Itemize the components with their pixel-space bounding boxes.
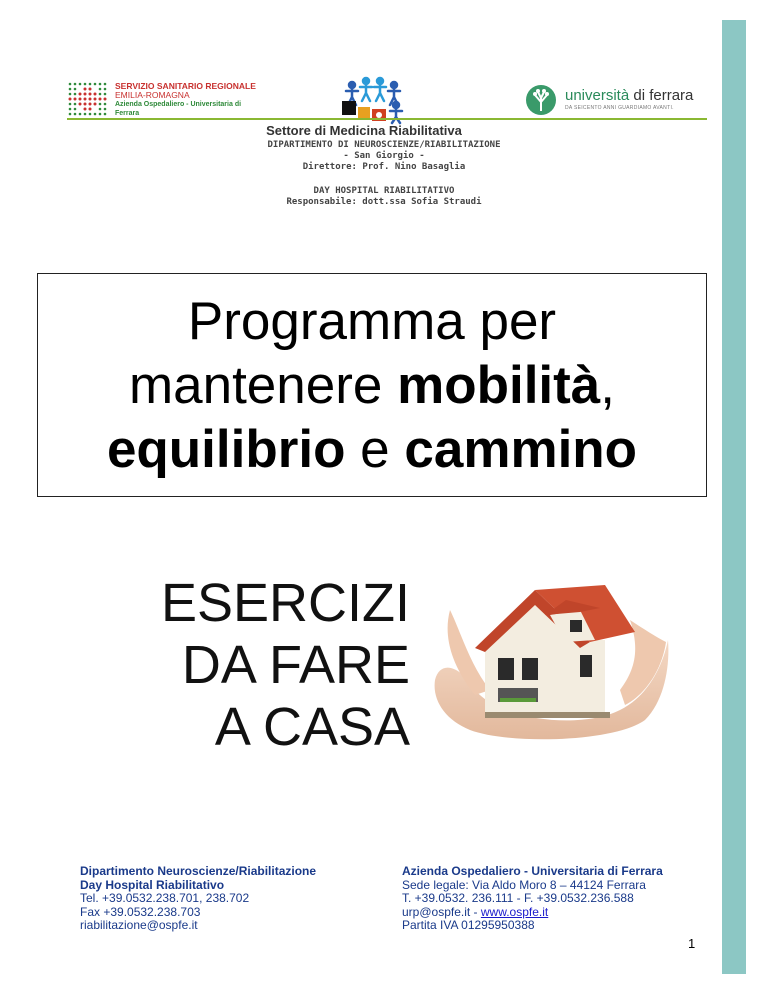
footer-left <box>80 865 316 933</box>
title-text-2a: mantenere <box>128 356 398 415</box>
esercizi-line-3: A CASA <box>214 697 410 757</box>
unife-tagline: DA SEICENTO ANNI GUARDIAMO AVANTI. <box>565 105 674 111</box>
responsabile-line: Responsabile: dott.ssa Sofia Straudi <box>286 197 482 207</box>
footer-left-tel: Tel. +39.0532.238.701, 238.702 <box>80 891 250 905</box>
title-text-1: Programma per <box>187 292 557 351</box>
ssr-line-1: SERVIZIO SANITARIO REGIONALE <box>115 81 256 91</box>
title-line-3 <box>38 420 706 480</box>
settore-heading: Settore di Medicina Riabilitativa <box>266 123 462 138</box>
house-in-hands-illustration <box>430 570 670 745</box>
title-text-2c: , <box>600 356 616 415</box>
esercizi-line-2: DA FARE <box>181 635 410 695</box>
footer-right-azienda: Azienda Ospedaliero - Universitaria di Ferrara <box>402 864 663 878</box>
title-line-1 <box>38 292 706 352</box>
footer-right-sede: Sede legale: Via Aldo Moro 8 – 44124 Ferrara <box>402 877 646 892</box>
title-text-equilibrio: equilibrio <box>106 420 346 479</box>
footer-left-dept: Dipartimento Neuroscienze/Riabilitazione <box>80 864 317 878</box>
day-hospital-heading: DAY HOSPITAL RIABILITATIVO <box>313 186 455 196</box>
title-box <box>37 273 707 497</box>
footer-left-dh: Day Hospital Riabilitativo <box>80 877 225 892</box>
unife-name-part2: di ferrara <box>633 87 694 104</box>
footer-right-piva: Partita IVA 01295950388 <box>402 918 535 932</box>
footer-right <box>402 865 663 933</box>
footer-right-contacts <box>402 906 663 920</box>
ssr-line-3: Azienda Ospedaliero - Universitaria di Ferrara <box>115 101 242 117</box>
ssr-line-2: EMILIA-ROMAGNA <box>115 90 190 100</box>
title-text-3b: e <box>345 420 405 479</box>
footer-left-fax: Fax +39.0532.238.703 <box>80 904 201 919</box>
esercizi-line-1: ESERCIZI <box>160 573 410 633</box>
ssr-dot-grid-icon <box>67 80 112 120</box>
page-number: 1 <box>688 936 696 951</box>
ssr-logo-text <box>115 82 267 118</box>
footer-right-phone: T. +39.0532. 236.111 - F. +39.0532.236.588 <box>402 891 634 905</box>
ssr-logo <box>67 80 267 120</box>
tree-icon <box>525 84 557 116</box>
unife-name-part1: università <box>565 87 630 104</box>
title-text-mobilita: mobilità <box>397 356 601 415</box>
footer-left-email: riabilitazione@ospfe.it <box>80 918 198 932</box>
title-line-2 <box>38 356 706 416</box>
title-text-cammino: cammino <box>404 420 638 479</box>
unife-logo <box>525 84 705 116</box>
ospfe-website-link[interactable]: www.ospfe.it <box>480 904 549 919</box>
header-divider <box>67 118 707 120</box>
dipartimento-heading: DIPARTIMENTO DI NEUROSCIENZE/RIABILITAZIONE <box>267 140 501 150</box>
footer-right-urp: urp@ospfe.it - <box>402 904 481 919</box>
direttore-line: Direttore: Prof. Nino Basaglia <box>302 162 466 172</box>
unife-name <box>565 87 693 104</box>
sede-line: - San Giorgio - <box>343 151 425 161</box>
